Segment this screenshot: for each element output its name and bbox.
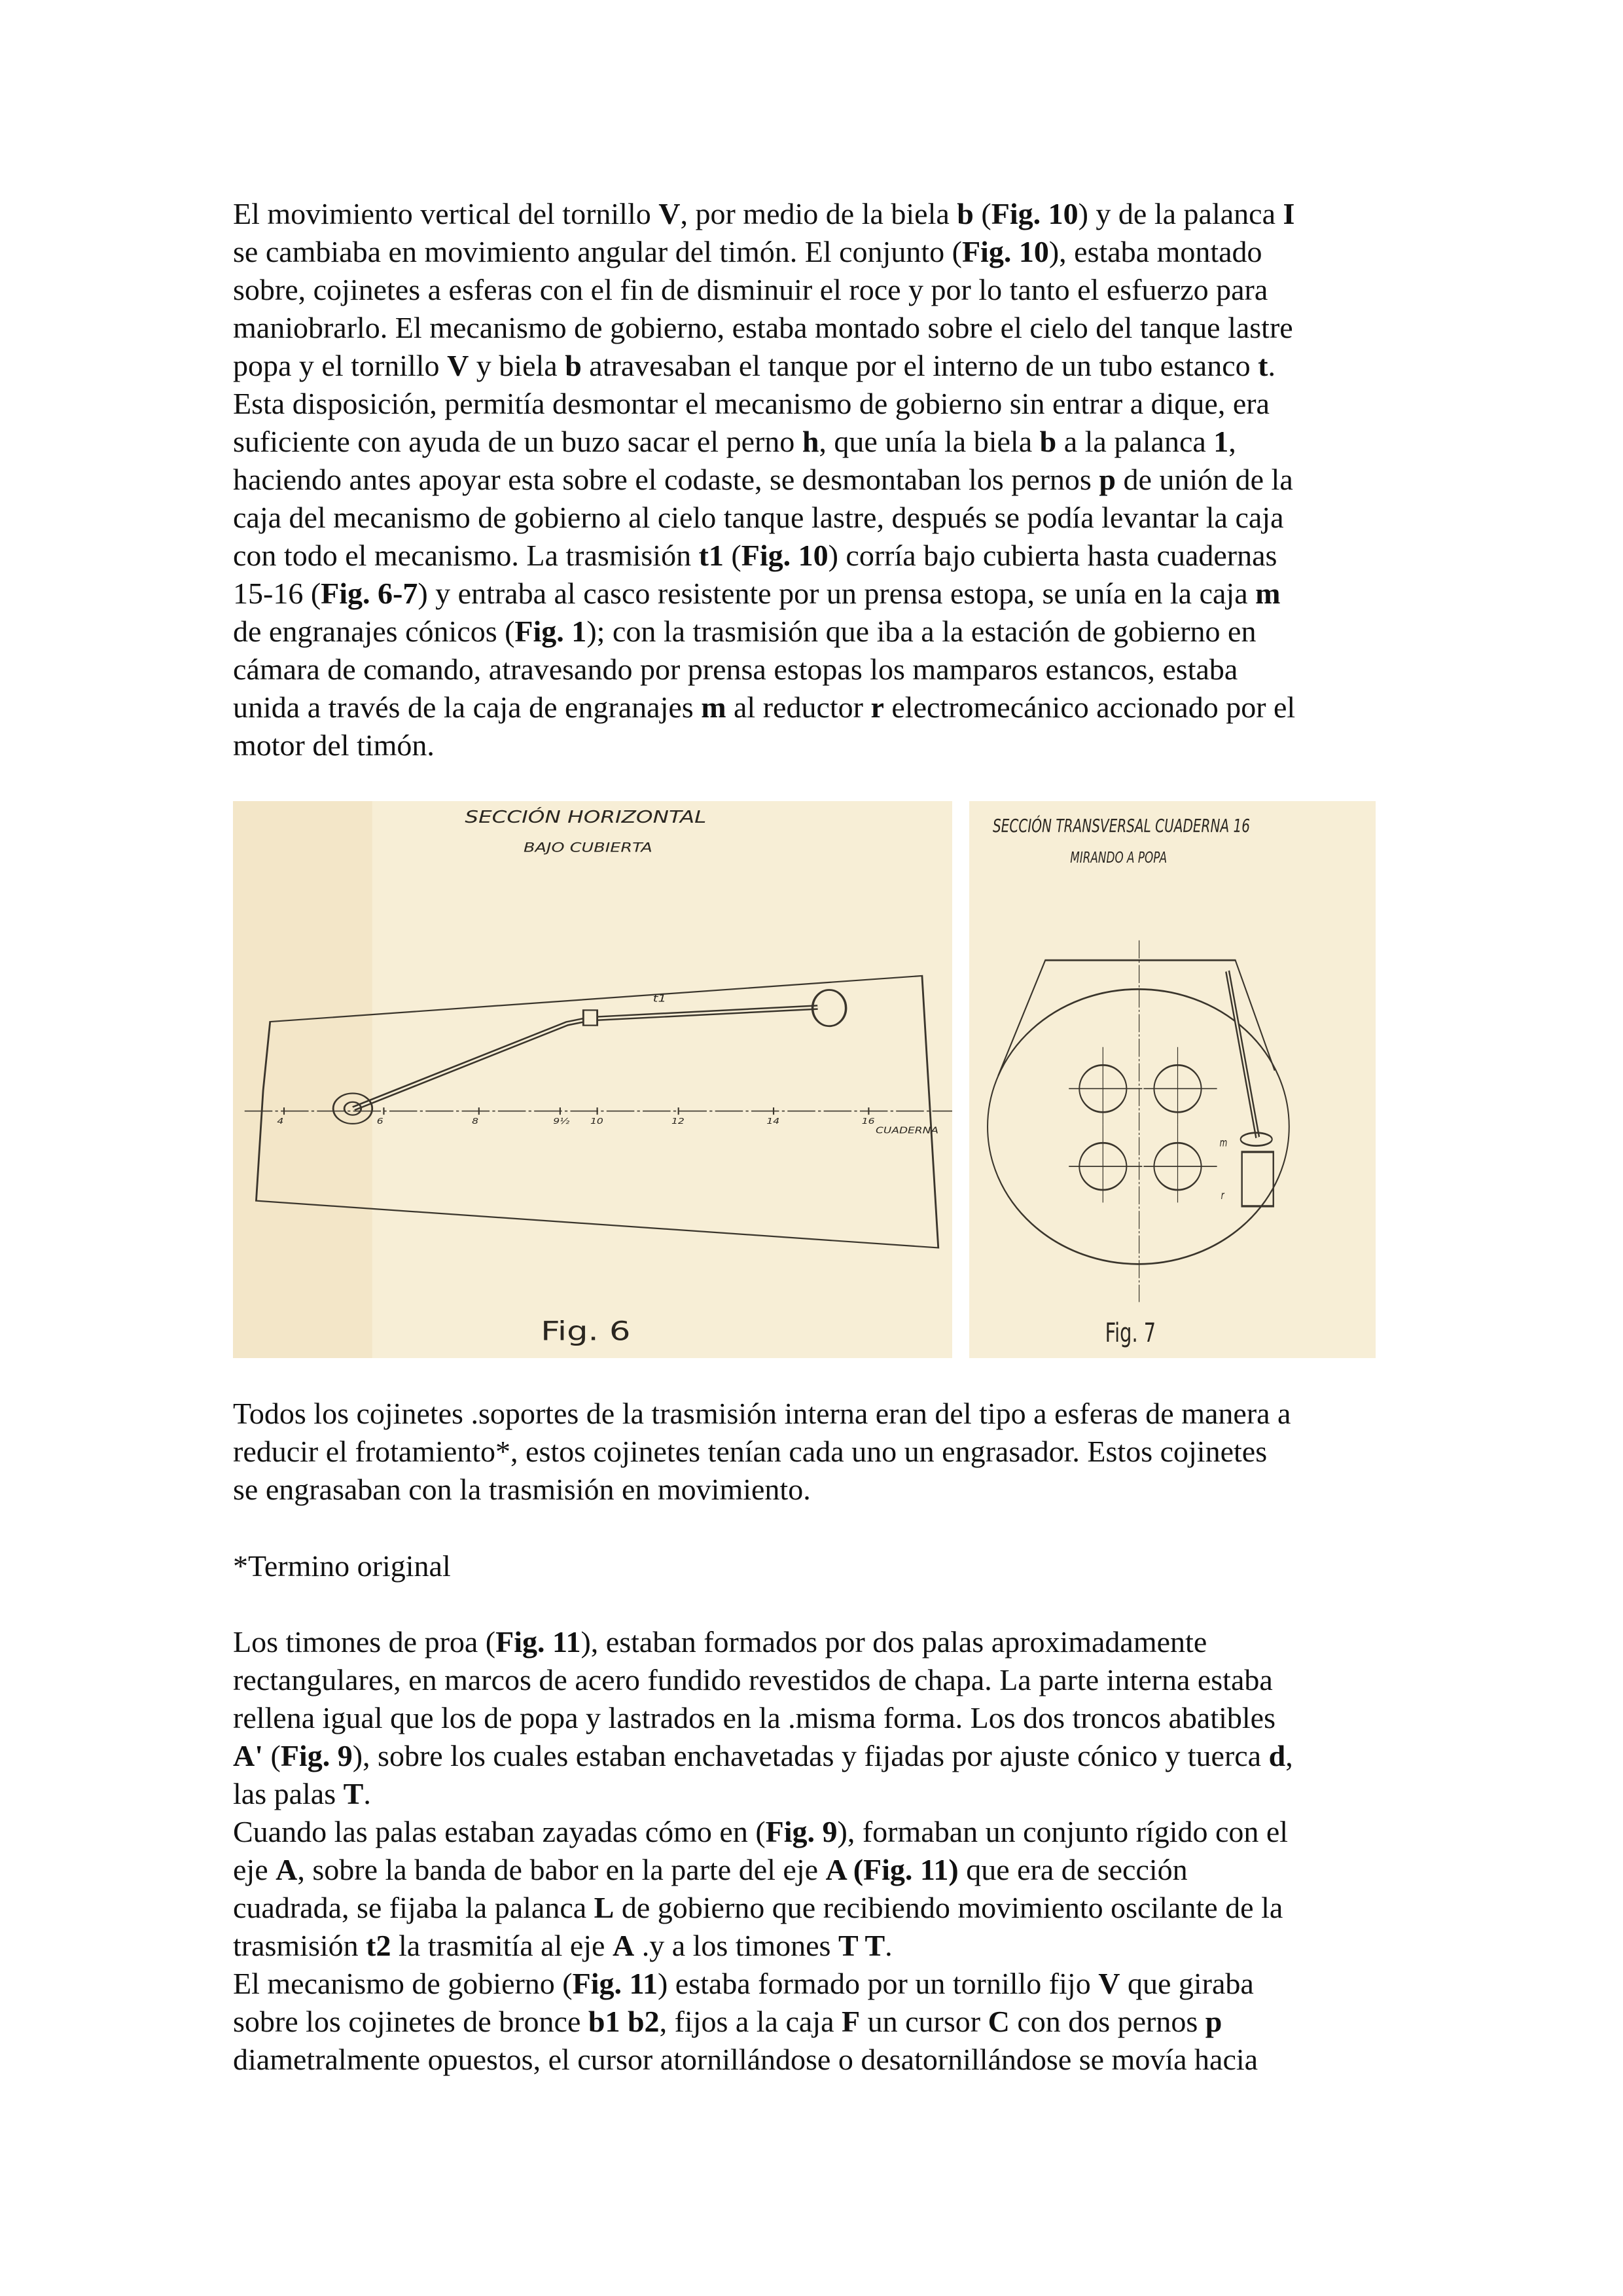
text-line <box>233 2041 1293 2079</box>
text-line <box>233 1661 1293 1699</box>
text-segment: . <box>363 1777 371 1810</box>
text-segment: .y a los timones <box>634 1929 838 1962</box>
text-segment: ) y de la palanca <box>1078 197 1283 230</box>
text-segment: y biela <box>469 349 565 382</box>
bold-reference: V <box>658 197 681 230</box>
bold-reference: V <box>447 349 469 382</box>
bold-reference: C <box>988 2005 1010 2038</box>
bearing-box <box>583 1010 597 1025</box>
text-segment: . <box>885 1929 893 1962</box>
text-segment: Los timones de proa ( <box>233 1625 496 1659</box>
bold-reference: T <box>343 1777 364 1810</box>
text-segment: a la palanca <box>1056 425 1214 458</box>
frame-label: 6 <box>376 1117 383 1126</box>
text-line <box>233 1433 1291 1471</box>
text-segment: al reductor <box>726 691 871 724</box>
text-line <box>233 537 1295 575</box>
fig7-caption: Fig. 7 <box>1105 1318 1156 1349</box>
label-m: m <box>1219 1137 1228 1150</box>
text-segment: suficiente con ayuda de un buzo sacar el perno <box>233 425 802 458</box>
bold-reference: Fig. 11 <box>495 1625 581 1659</box>
text-segment: ) y entraba al casco resistente por un prensa estopa, se unía en la caja <box>418 577 1256 610</box>
axis-label-cuaderna: CUADERNA <box>876 1125 939 1136</box>
bold-reference: Fig. 1 <box>514 615 587 648</box>
text-line <box>233 499 1295 537</box>
text-line <box>233 423 1295 461</box>
text-segment: que giraba <box>1120 1967 1254 2000</box>
text-segment: un cursor <box>860 2005 988 2038</box>
text-line <box>233 195 1295 233</box>
bold-reference: p <box>1205 2005 1222 2038</box>
text-line <box>233 1547 451 1585</box>
text-segment: ), sobre los cuales estaban enchavetadas y fijadas por ajuste cónico y tuerca <box>352 1739 1269 1772</box>
text-segment: Cuando las palas estaban zayadas cómo en ( <box>233 1815 766 1848</box>
text-segment: caja del mecanismo de gobierno al cielo tanque lastre, después se podía levantar la caja <box>233 501 1284 534</box>
text-segment: la trasmitía al eje <box>391 1929 613 1962</box>
bold-reference: A <box>276 1853 298 1886</box>
bold-reference: I <box>1283 197 1295 230</box>
text-line <box>233 1813 1293 1851</box>
text-segment: Esta disposición, permitía desmontar el mecanismo de gobierno sin entrar a dique, era <box>233 387 1270 420</box>
text-segment: ) estaba formado por un tornillo fijo <box>657 1967 1099 2000</box>
bold-reference: T T <box>838 1929 885 1962</box>
text-line <box>233 1471 1291 1509</box>
text-segment: de gobierno que recibiendo movimiento oscilante de la <box>614 1891 1283 1924</box>
bold-reference: t2 <box>366 1929 391 1962</box>
text-segment: , que unía la biela <box>819 425 1040 458</box>
fig7-title-1: SECCIÓN TRANSVERSAL CUADERNA 16 <box>993 815 1251 836</box>
bold-reference: b <box>565 349 582 382</box>
text-line <box>233 309 1295 347</box>
text-segment: con todo el mecanismo. La trasmisión <box>233 539 699 572</box>
text-line <box>233 1927 1293 1965</box>
paragraph-bow-rudders <box>233 1623 1293 2079</box>
frame-label: 9½ <box>553 1117 570 1126</box>
text-segment: con dos pernos <box>1009 2005 1205 2038</box>
text-segment: popa y el tornillo <box>233 349 448 382</box>
text-segment: ), estaban formados por dos palas aproximadamente <box>580 1625 1207 1659</box>
text-segment: , sobre la banda de babor en la parte del eje <box>297 1853 826 1886</box>
text-line <box>233 726 1295 764</box>
text-segment: cuadrada, se fijaba la palanca <box>233 1891 594 1924</box>
bold-reference: d <box>1268 1739 1286 1772</box>
text-line <box>233 385 1295 423</box>
text-line <box>233 461 1295 499</box>
text-segment: El mecanismo de gobierno ( <box>233 1967 573 2000</box>
text-segment: las palas <box>233 1777 344 1810</box>
bold-reference: Fig. 9 <box>765 1815 838 1848</box>
text-segment: rectangulares, en marcos de acero fundido revestidos de chapa. La parte interna estaba <box>233 1663 1273 1696</box>
bold-reference: V <box>1098 1967 1120 2000</box>
text-segment: reducir el frotamiento*, estos cojinetes tenían cada uno un engrasador. Estos cojinetes <box>233 1435 1268 1468</box>
text-segment: Todos los cojinetes .soportes de la trasmisión interna eran del tipo a esferas de manera a <box>233 1397 1291 1430</box>
paragraph-steering-mechanism <box>233 195 1295 764</box>
text-segment: , <box>1285 1739 1293 1772</box>
bold-reference: p <box>1099 463 1116 496</box>
frame-label: 14 <box>766 1117 780 1126</box>
bold-reference: A (Fig. 11) <box>825 1853 959 1886</box>
shaft-label-t1: t1 <box>652 992 667 1005</box>
bold-reference: A <box>612 1929 635 1962</box>
bold-reference: m <box>1255 577 1281 610</box>
pressure-hull-circle <box>988 989 1289 1264</box>
bold-reference: Fig. 11 <box>572 1967 658 2000</box>
text-segment: atravesaban el tanque por el interno de un tubo estanco <box>581 349 1258 382</box>
text-segment: maniobrarlo. El mecanismo de gobierno, estaba montado sobre el cielo del tanque lastre <box>233 311 1293 344</box>
bold-reference: r <box>870 691 884 724</box>
reducer-r <box>1242 1152 1274 1206</box>
text-segment: cámara de comando, atravesando por prensa estopas los mamparos estancos, estaba <box>233 653 1238 686</box>
text-segment: ), estaba montado <box>1048 235 1262 268</box>
bold-reference: Fig. 10 <box>961 235 1049 268</box>
text-line <box>233 233 1295 271</box>
text-line <box>233 689 1295 726</box>
bold-reference: b <box>1039 425 1057 458</box>
text-line <box>233 2003 1293 2041</box>
text-segment: sobre los cojinetes de bronce <box>233 2005 588 2038</box>
frame-label: 8 <box>472 1117 479 1126</box>
footnote-termino-original <box>233 1547 451 1585</box>
text-segment: de engranajes cónicos ( <box>233 615 515 648</box>
text-segment: se engrasaban con la trasmisión en movimiento. <box>233 1473 811 1506</box>
bold-reference: Fig. 6-7 <box>321 577 418 610</box>
fig6-title-1: SECCIÓN HORIZONTAL <box>465 807 707 827</box>
text-line <box>233 1851 1293 1889</box>
text-line <box>233 575 1295 613</box>
text-line <box>233 651 1295 689</box>
bold-reference: t <box>1258 349 1268 382</box>
text-segment: diametralmente opuestos, el cursor atornillándose o desatornillándose se movía hacia <box>233 2043 1258 2076</box>
text-segment: El movimiento vertical del tornillo <box>233 197 659 230</box>
bold-reference: Fig. 9 <box>280 1739 353 1772</box>
bold-reference: L <box>594 1891 615 1924</box>
text-segment: . <box>1268 349 1275 382</box>
frame-label: 4 <box>277 1117 284 1126</box>
text-segment: , por medio de la biela <box>680 197 957 230</box>
figure-6-horizontal-section <box>233 801 952 1358</box>
bold-reference: h <box>802 425 819 458</box>
text-segment: de unión de la <box>1115 463 1293 496</box>
text-line <box>233 1775 1293 1813</box>
bold-reference: m <box>701 691 726 724</box>
paper-fold-shade <box>233 801 372 1358</box>
text-segment: sobre, cojinetes a esferas con el fin de disminuir el roce y por lo tanto el esfuerzo para <box>233 273 1268 306</box>
text-line <box>233 1395 1291 1433</box>
bold-reference: A' <box>233 1739 263 1772</box>
deck-casing-outline <box>998 960 1275 1076</box>
text-segment: *Termino original <box>233 1549 451 1583</box>
text-segment: 15-16 ( <box>233 577 321 610</box>
text-line <box>233 1737 1293 1775</box>
fig6-title-2: BAJO CUBIERTA <box>524 840 652 855</box>
text-segment: haciendo antes apoyar esta sobre el codaste, se desmontaban los pernos <box>233 463 1099 496</box>
text-segment: ( <box>263 1739 281 1772</box>
bold-reference: t1 <box>698 539 724 572</box>
frame-label: 16 <box>861 1117 875 1126</box>
text-line <box>233 1699 1293 1737</box>
figure-7-transverse-section <box>969 801 1376 1358</box>
text-line <box>233 1965 1293 2003</box>
text-segment: electromecánico accionado por el <box>883 691 1296 724</box>
tube-circles <box>1069 1047 1217 1203</box>
fig7-title-2: MIRANDO A POPA <box>1070 848 1168 867</box>
text-segment: ), formaban un conjunto rígido con el <box>837 1815 1289 1848</box>
paragraph-bearings <box>233 1395 1291 1509</box>
text-segment: ) corría bajo cubierta hasta cuadernas <box>828 539 1277 572</box>
text-segment: eje <box>233 1853 276 1886</box>
text-segment: trasmisión <box>233 1929 366 1962</box>
bold-reference: 1 <box>1213 425 1229 458</box>
text-segment: que era de sección <box>958 1853 1188 1886</box>
bold-reference: Fig. 10 <box>741 539 829 572</box>
label-r: r <box>1221 1190 1224 1202</box>
fig7-drawing <box>969 801 1376 1358</box>
fig6-drawing <box>233 801 952 1358</box>
bold-reference: F <box>842 2005 861 2038</box>
text-segment: ); con la trasmisión que iba a la estación de gobierno en <box>586 615 1257 648</box>
text-segment: rellena igual que los de popa y lastrados en la .misma forma. Los dos troncos abatibles <box>233 1701 1275 1734</box>
text-line <box>233 271 1295 309</box>
bold-reference: Fig. 10 <box>991 197 1079 230</box>
vertical-shaft-inner <box>1228 971 1258 1138</box>
text-segment: se cambiaba en movimiento angular del timón. El conjunto ( <box>233 235 962 268</box>
frame-label: 12 <box>671 1117 685 1126</box>
text-segment: motor del timón. <box>233 728 435 762</box>
bold-reference: b1 b2 <box>588 2005 660 2038</box>
text-line <box>233 1889 1293 1927</box>
fig6-caption: Fig. 6 <box>541 1316 631 1346</box>
text-line <box>233 1623 1293 1661</box>
text-segment: ( <box>973 197 991 230</box>
frame-label: 10 <box>590 1117 603 1126</box>
text-segment: , <box>1228 425 1236 458</box>
text-line <box>233 613 1295 651</box>
bold-reference: b <box>957 197 974 230</box>
text-segment: ( <box>723 539 741 572</box>
text-line <box>233 347 1295 385</box>
text-segment: , fijos a la caja <box>659 2005 842 2038</box>
text-segment: unida a través de la caja de engranajes <box>233 691 702 724</box>
